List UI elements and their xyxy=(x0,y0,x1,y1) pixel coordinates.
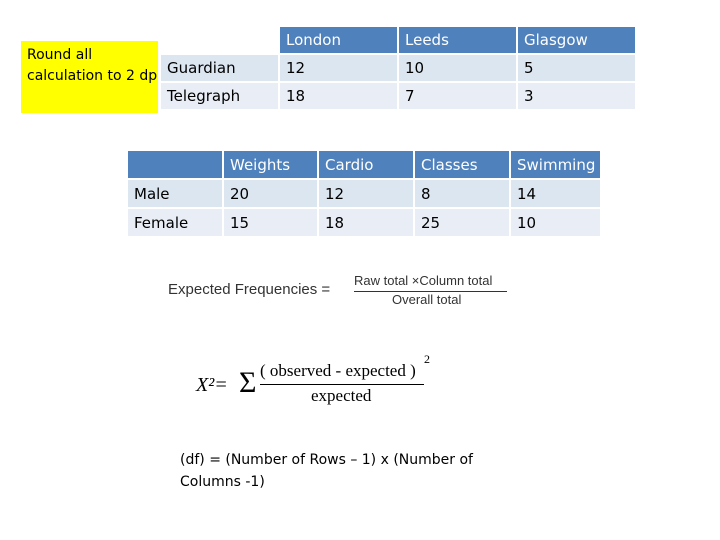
table-cell: Female xyxy=(128,209,222,236)
table-cell: 3 xyxy=(518,83,635,109)
table-header-cell xyxy=(161,27,278,53)
table-cell: Male xyxy=(128,180,222,207)
newspaper-city-table xyxy=(159,25,637,111)
formula-denominator: expected xyxy=(311,386,372,405)
table-header-row xyxy=(161,27,635,53)
fraction-bar xyxy=(260,384,424,385)
table-header-cell: London xyxy=(280,27,397,53)
table-header-cell: Weights xyxy=(224,151,317,178)
table-row xyxy=(128,209,600,236)
table-header-cell xyxy=(128,151,222,178)
table-cell: 12 xyxy=(280,55,397,81)
table-cell: 5 xyxy=(518,55,635,81)
rounding-note: Round all calculation to 2 dp xyxy=(21,41,158,113)
table-header-cell: Cardio xyxy=(319,151,413,178)
table-cell: 10 xyxy=(511,209,600,236)
formula-denominator: Overall total xyxy=(392,292,462,307)
table-cell: 15 xyxy=(224,209,317,236)
table-cell: 25 xyxy=(415,209,509,236)
table-row xyxy=(161,55,635,81)
table-cell: 10 xyxy=(399,55,516,81)
table-row xyxy=(161,83,635,109)
sigma-symbol: Σ xyxy=(239,366,257,399)
table-cell: 12 xyxy=(319,180,413,207)
formula-numerator: ( observed - expected ) xyxy=(260,361,416,380)
table-cell: 18 xyxy=(280,83,397,109)
formula-numerator: Raw total ×Column total xyxy=(354,273,493,288)
table-header-cell: Classes xyxy=(415,151,509,178)
table-cell: Telegraph xyxy=(161,83,278,109)
table-cell: 14 xyxy=(511,180,600,207)
table-header-cell: Glasgow xyxy=(518,27,635,53)
table-header-cell: Swimming xyxy=(511,151,600,178)
table-cell: 18 xyxy=(319,209,413,236)
table-row xyxy=(128,180,600,207)
degrees-of-freedom-text: (df) = (Number of Rows – 1) x (Number of Columns -1) xyxy=(180,452,473,490)
formula-lhs: Expected Frequencies = xyxy=(168,281,331,298)
table-header-cell: Leeds xyxy=(399,27,516,53)
table-header-row xyxy=(128,151,600,178)
table-cell: 8 xyxy=(415,180,509,207)
table-cell: 7 xyxy=(399,83,516,109)
formula-exponent: 2 xyxy=(424,352,430,366)
gender-activity-table xyxy=(126,149,602,238)
formula-lhs: X²= xyxy=(196,374,228,396)
table-cell: 20 xyxy=(224,180,317,207)
table-cell: Guardian xyxy=(161,55,278,81)
